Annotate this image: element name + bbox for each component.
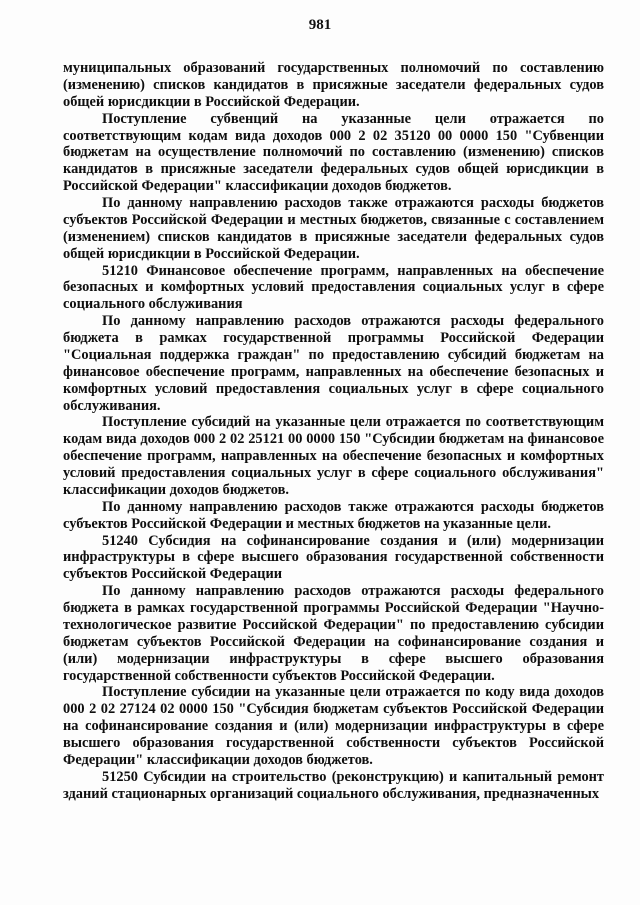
page-number: 981 (308, 17, 332, 33)
document-body (63, 60, 604, 803)
section-heading-51210: 51210 Финансовое обеспечение программ, направленных на обеспечение безопасных и комфортных условий предоставления социальных услуг в сфере социального обслуживания (63, 262, 604, 313)
paragraph: По данному направлению расходов отражаются расходы федерального бюджета в рамках государственной программы Российской Федерации "Научно-технологическое развитие Российской Федерации" по предоставлению субсидии бюджетам субъектов Российской Федерации на софинансирование создания и (или) модернизации инфраструктуры в сфере высшего образования государственной собственности субъектов Российской Федерации. (63, 583, 604, 684)
section-heading-51250: 51250 Субсидии на строительство (реконструкцию) и капитальный ремонт зданий стационарных организаций социального обслуживания, предназначенных (63, 768, 604, 802)
paragraph: Поступление субвенций на указанные цели отражается по соответствующим кодам вида доходов 000 2 02 35120 00 0000 150 "Субвенции бюджетам на осуществление полномочий по составлению (изменению) списков кандидатов в присяжные заседатели федеральных судов общей юрисдикции в Российской Федерации" классификации доходов бюджетов. (63, 110, 604, 195)
paragraph: По данному направлению расходов отражаются расходы федерального бюджета в рамках государственной программы Российской Федерации "Социальная поддержка граждан" по предоставлению субсидий бюджетам на финансовое обеспечение программ, направленных на обеспечение безопасных и комфортных условий предоставления социальных услуг в сфере социального обслуживания. (63, 313, 604, 414)
section-heading-51240: 51240 Субсидия на софинансирование создания и (или) модернизации инфраструктуры в сфере высшего образования государственной собственности субъектов Российской Федерации (63, 532, 604, 583)
paragraph: По данному направлению расходов также отражаются расходы бюджетов субъектов Российской Федерации и местных бюджетов, связанные с составлением (изменением) списков кандидатов в присяжные заседатели федеральных судов общей юрисдикции в Российской Федерации. (63, 195, 604, 262)
paragraph: Поступление субсидий на указанные цели отражается по соответствующим кодам вида доходов 000 2 02 25121 00 0000 150 "Субсидии бюджетам на финансовое обеспечение программ, направленных на обеспечение безопасных и комфортных условий предоставления социальных услуг в сфере социального обслуживания" классификации доходов бюджетов. (63, 414, 604, 498)
paragraph: По данному направлению расходов также отражаются расходы бюджетов субъектов Российской Федерации и местных бюджетов на указанные цели. (63, 498, 604, 532)
paragraph: Поступление субсидии на указанные цели отражается по коду вида доходов 000 2 02 27124 02 0000 150 "Субсидия бюджетам субъектов Российской Федерации на софинансирование создания и (или) модернизации инфраструктуры в сфере высшего образования государственной собственности субъектов Российской Федерации" классификации доходов бюджетов. (63, 684, 604, 768)
paragraph: муниципальных образований государственных полномочий по составлению (изменению) списков кандидатов в присяжные заседатели федеральных судов общей юрисдикции в Российской Федерации. (63, 60, 604, 110)
